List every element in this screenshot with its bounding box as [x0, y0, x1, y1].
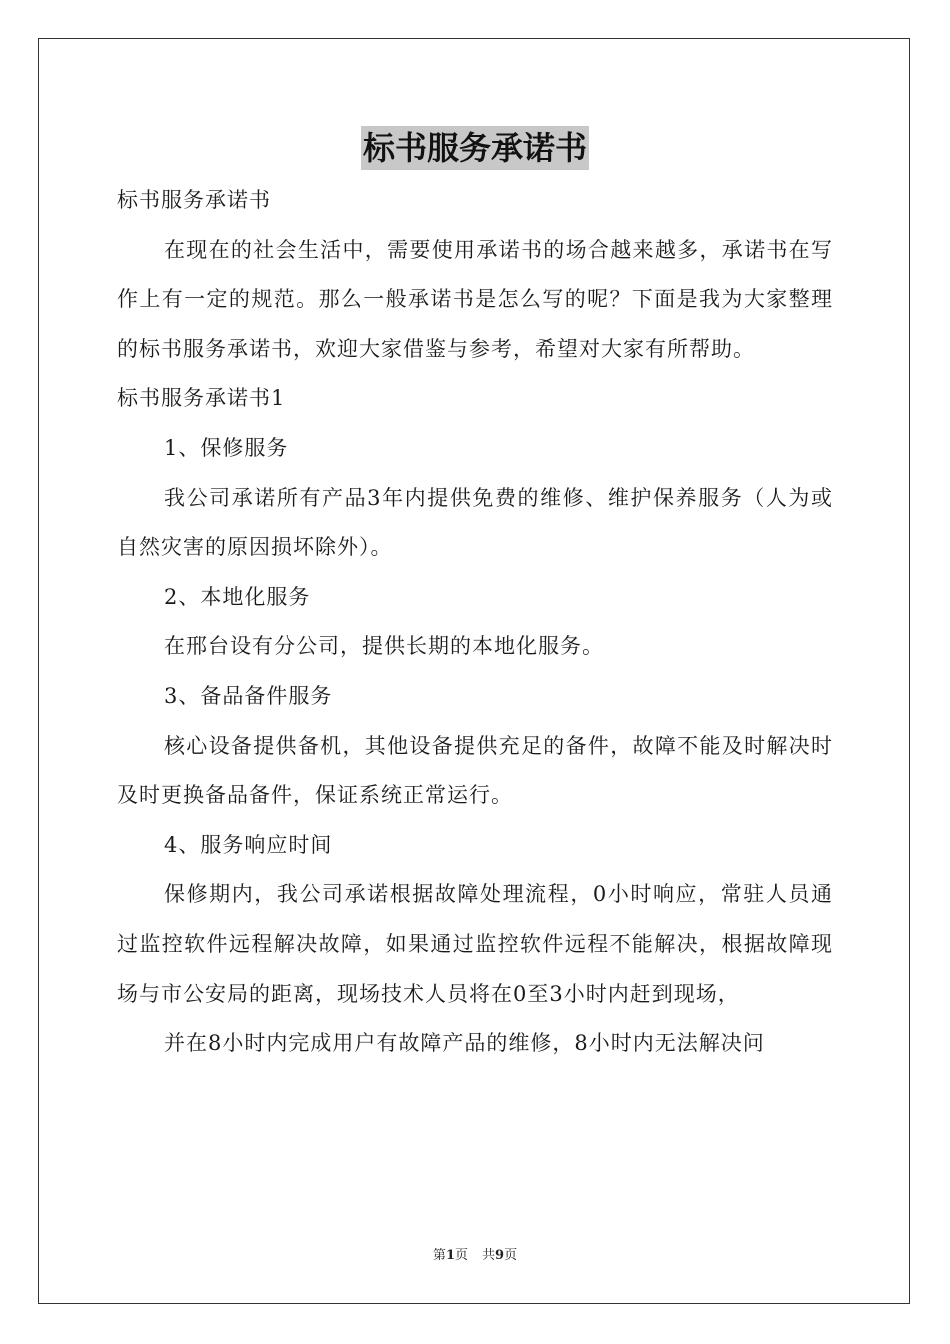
page-footer [0, 1247, 950, 1265]
item-heading: 1、保修服务 [164, 435, 289, 460]
paragraph: 并在8小时内完成用户有故障产品的维修，8小时内无法解决问 [164, 1031, 765, 1056]
paragraph: 在邢台设有分公司，提供长期的本地化服务。 [164, 634, 604, 659]
paragraph: 标书服务承诺书 [117, 188, 271, 212]
page-label-suffix: 页 [454, 1248, 468, 1263]
title-container [0, 126, 950, 170]
paragraph: 在现在的社会生活中，需要使用承诺书的场合越来越多，承诺书在写作上有一定的规范。那么一般承诺书是怎么写的呢？下面是我为大家整理的标书服务承诺书，欢迎大家借鉴与参考，希望对大家有所帮助。 [117, 237, 833, 361]
document-body [117, 176, 833, 1069]
page-label-prefix: 第 [432, 1248, 446, 1263]
item-heading: 3、备品备件服务 [164, 683, 333, 708]
document-title: 标书服务承诺书 [361, 126, 589, 170]
total-label-suffix: 页 [504, 1248, 518, 1263]
section-heading: 标书服务承诺书1 [117, 386, 286, 411]
item-heading: 2、本地化服务 [164, 584, 311, 609]
paragraph: 保修期内，我公司承诺根据故障处理流程，0小时响应，常驻人员通过监控软件远程解决故障，如果通过监控软件远程不能解决，根据故障现场与市公安局的距离，现场技术人员将在0至3小时内赶到现场， [117, 882, 833, 1006]
total-page-count: 9 [495, 1248, 505, 1263]
paragraph: 我公司承诺所有产品3年内提供免费的维修、维护保养服务（人为或自然灾害的原因损坏除外）。 [117, 485, 833, 560]
current-page-number: 1 [445, 1248, 455, 1263]
item-heading: 4、服务响应时间 [164, 832, 333, 857]
paragraph: 核心设备提供备机，其他设备提供充足的备件，故障不能及时解决时及时更换备品备件，保证系统正常运行。 [117, 733, 833, 808]
total-label-prefix: 共 [482, 1248, 496, 1263]
